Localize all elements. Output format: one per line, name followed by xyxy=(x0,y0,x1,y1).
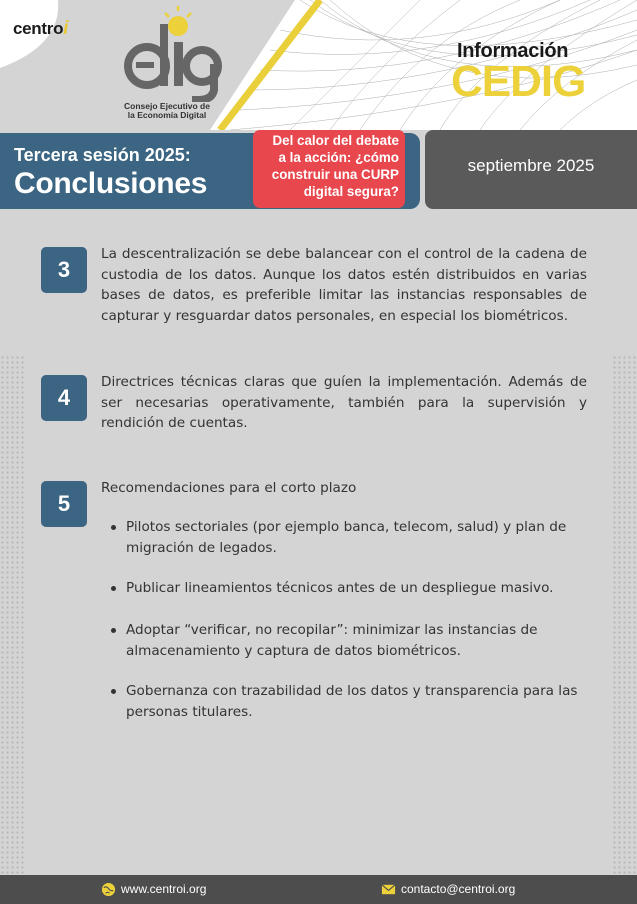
item-text: La descentralización se debe balancear con el control de la cadena de custodia de los datos. Aunque los datos estén distribuidos en varias bases de datos, es preferible limitar las instancias responsables de capturar y resguardar datos personales, en especial los biométricos. xyxy=(101,246,587,324)
footer xyxy=(0,875,637,904)
date-panel xyxy=(425,130,637,209)
website-link[interactable]: www.centroi.org xyxy=(121,882,207,896)
dig-logo xyxy=(112,2,222,102)
info-title: Información xyxy=(457,40,569,62)
session-label: Tercera sesión 2025: xyxy=(14,145,191,165)
info-cedig: CEDIG xyxy=(451,57,586,106)
dot-pattern-right xyxy=(612,355,637,875)
page-title: Conclusiones xyxy=(14,167,208,200)
date-label: septiembre 2025 xyxy=(467,156,595,175)
item-number-badge: 5 xyxy=(41,481,87,527)
title-banner xyxy=(0,130,637,214)
item-text: Directrices técnicas claras que guíen la implementación. Además de ser necesarias operativamente, también para la supervisión y rendición de cuentas. xyxy=(101,374,587,432)
globe-icon xyxy=(101,882,116,897)
dig-caption: Consejo Ejecutivo de la Economía Digital xyxy=(124,101,210,120)
topic-tag: Del calor del debate a la acción: ¿cómo construir una CURP digital segura? xyxy=(253,130,405,208)
email-link[interactable]: contacto@centroi.org xyxy=(401,882,516,896)
header xyxy=(0,0,637,130)
mail-icon xyxy=(381,882,396,897)
dot-pattern-left xyxy=(0,355,26,875)
item-number-badge: 4 xyxy=(41,375,87,421)
item-text: Recomendaciones para el corto plazo xyxy=(101,480,357,496)
centroi-logo: centroi xyxy=(13,18,69,39)
item-number-badge: 3 xyxy=(41,247,87,293)
bullet-item: Pilotos sectoriales (por ejemplo banca, telecom, salud) y plan de migración de legados. xyxy=(126,517,586,558)
bullet-item: Adoptar “verificar, no recopilar”: minimizar las instancias de almacenamiento y captura de datos biométricos. xyxy=(126,620,586,661)
bullet-item: Gobernanza con trazabilidad de los datos y transparencia para las personas titulares. xyxy=(126,681,586,722)
bullet-item: Publicar lineamientos técnicos antes de un despliegue masivo. xyxy=(126,578,586,599)
